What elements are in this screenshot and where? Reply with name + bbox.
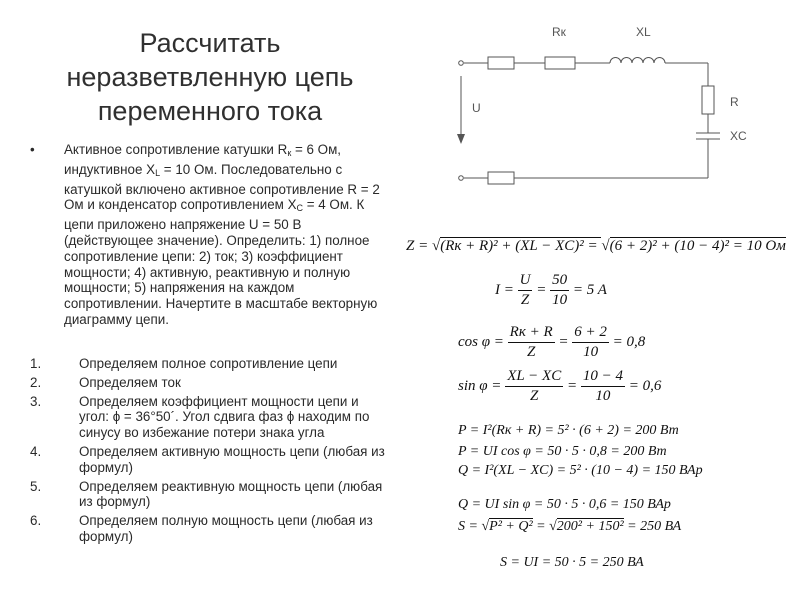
steps-list [30, 356, 392, 548]
formula-q2: Q = UI sin φ = 50 · 5 · 0,6 = 150 ВАр [458, 497, 671, 512]
slide-title [40, 26, 380, 128]
bullet-marker: • [30, 142, 35, 157]
label-xc: XC [730, 129, 747, 143]
formula-z [406, 238, 786, 255]
step-text: Определяем реактивную мощность цепи (любая из формул) [79, 478, 383, 510]
fuse-bottom [488, 172, 514, 184]
formula-sin [458, 368, 661, 405]
task-part-2: = 6 Ом, индуктивное X [64, 142, 342, 177]
formula-s1-lhs: S = [458, 519, 482, 534]
formula-cos-rhs: = 0,8 [608, 334, 646, 350]
sqrt-icon: √ [431, 238, 441, 254]
task-statement [30, 142, 388, 328]
formula-i-lhs: I = [495, 282, 518, 298]
numerator: U [518, 272, 533, 291]
inductor-xl [610, 58, 665, 64]
fuse-top [488, 57, 514, 69]
formula-s1-eq: = [532, 519, 550, 534]
resistor-rk [545, 57, 575, 69]
denominator: 10 [595, 388, 611, 404]
fraction [505, 368, 563, 405]
title-line-1: Рассчитать [139, 28, 281, 58]
formula-p2: P = UI cos φ = 50 · 5 · 0,8 = 200 Вт [458, 444, 667, 459]
formula-sin-lhs: sin φ = [458, 378, 506, 394]
list-item [30, 394, 392, 441]
numerator: 50 [550, 272, 569, 291]
formula-p1: P = I²(Rк + R) = 5² · (6 + 2) = 200 Вт [458, 423, 679, 438]
formula-sin-rhs: = 0,6 [624, 378, 662, 394]
label-r: R [730, 95, 739, 109]
step-text: Определяем ток [79, 374, 181, 390]
numerator: 6 + 2 [572, 324, 609, 343]
step-text: Определяем полное сопротивление цепи [79, 356, 338, 371]
list-item [30, 479, 392, 511]
fraction [581, 368, 625, 405]
sqrt-icon: √ [549, 519, 557, 534]
label-rk: Rк [552, 25, 566, 39]
denominator: 10 [552, 292, 568, 308]
step-text: Определяем коэффициент мощности цепи и угол: ϕ = 36°50´. Угол сдвига фаз ϕ находим по синусу во избежание потери знака угла [79, 393, 370, 441]
step-text: Определяем полную мощность цепи (любая из формул) [79, 513, 373, 544]
task-text [64, 142, 388, 328]
fraction [518, 272, 533, 309]
denominator: Z [530, 388, 539, 404]
formula-cos [458, 324, 645, 361]
step-number: 4. [30, 443, 42, 459]
step-number: 2. [30, 374, 42, 390]
formula-s1 [458, 519, 681, 535]
task-sub-c: C [296, 203, 303, 214]
task-sub-k: к [287, 148, 292, 158]
formula-q1: Q = I²(XL − XC) = 5² · (10 − 4) = 150 ВАр [458, 463, 703, 478]
formula-s1-rhs: = 250 ВА [623, 519, 682, 534]
arrow-head-icon [457, 134, 465, 144]
formula-cos-lhs: cos φ = [458, 334, 508, 350]
denominator: Z [520, 292, 530, 308]
fraction [550, 272, 569, 309]
formula-s2: S = UI = 50 · 5 = 250 ВА [500, 555, 644, 570]
formula-current [495, 272, 607, 309]
list-item [30, 375, 392, 391]
numerator: 10 − 4 [581, 368, 625, 387]
resistor-r [702, 86, 714, 114]
circuit-diagram [440, 18, 747, 193]
denominator: 10 [583, 344, 599, 360]
task-sub-l: L [155, 167, 161, 178]
step-number: 6. [30, 513, 42, 529]
task-part-4: = 4 Ом. К цепи приложено напряжение U = 50 В (действующее значение). Определить: 1) полное сопротивление цепи: 2) ток; 3) коэффициент мощности; 4) активную, реактивную и полную мощности; 5) напряжения на каждом сопротивлении. Начертите в масштабе векторную диаграмму цепи. [64, 197, 378, 327]
sqrt-icon: √ [601, 238, 610, 254]
equals: = [554, 334, 573, 350]
sqrt-icon: √ [481, 519, 490, 534]
numerator: XL − XC [505, 368, 563, 387]
fraction [572, 324, 609, 361]
fraction [508, 324, 555, 361]
step-number: 1. [30, 356, 42, 371]
formula-z-lhs: Z = [406, 238, 432, 254]
equals: = [563, 378, 581, 394]
label-xl: XL [636, 25, 651, 39]
formula-s1-root2: 200² + 150² [556, 519, 624, 534]
list-item [30, 513, 392, 545]
title-line-3: переменного тока [97, 96, 323, 126]
task-part-3: = 10 Ом. Последовательно с катушкой включено активное сопротивление R = 2 Ом и конденсатор сопротивлением X [64, 161, 380, 213]
denominator: Z [526, 344, 536, 360]
formula-i-rhs: = 5 A [569, 282, 607, 298]
step-text: Определяем активную мощность цепи (любая из формул) [79, 443, 385, 475]
task-part-1: Активное сопротивление катушки R [64, 142, 288, 157]
numerator: Rк + R [508, 324, 555, 343]
formula-s1-mid: P² + Q² [489, 519, 533, 534]
list-item [30, 356, 392, 372]
step-number: 3. [30, 393, 42, 409]
title-line-2: неразветвленную цепь [66, 62, 354, 92]
formula-z-body: (Rк + R)² + (XL − XC)² = [440, 238, 602, 254]
step-number: 5. [30, 478, 42, 494]
list-item [30, 444, 392, 476]
formula-z-body2: (6 + 2)² + (10 − 4)² = 10 Ом [609, 238, 786, 254]
label-u: U [472, 101, 481, 115]
equals: = [532, 282, 551, 298]
terminal-top [459, 61, 464, 66]
terminal-bottom [459, 176, 464, 181]
